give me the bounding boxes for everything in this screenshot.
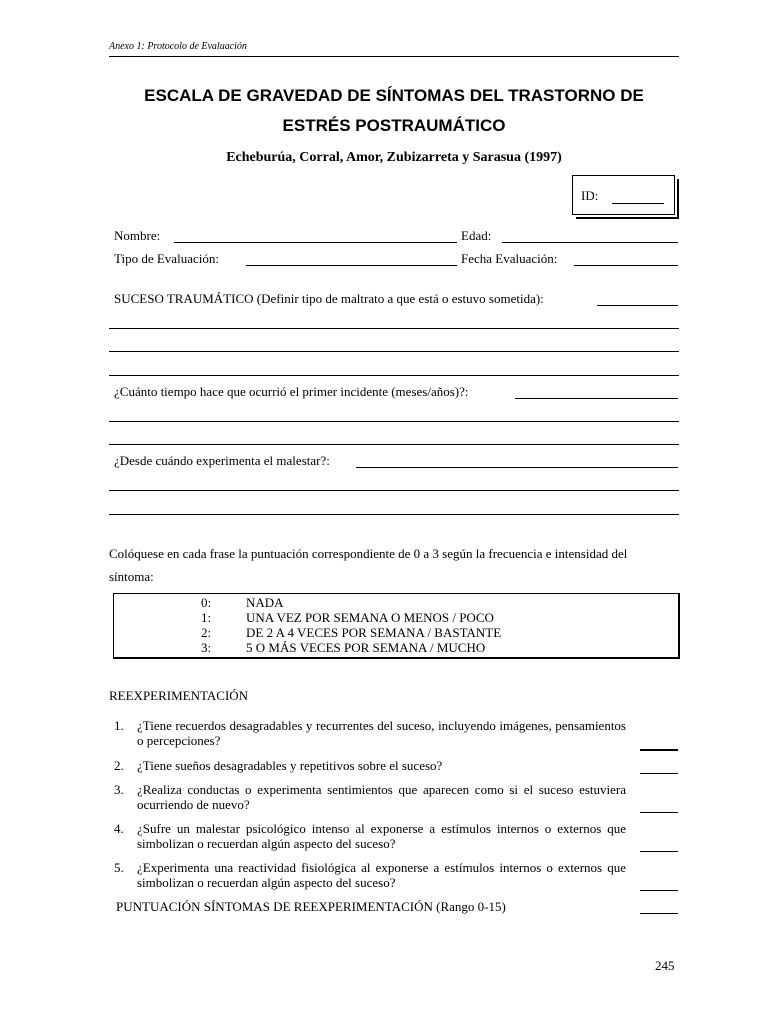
- section-title: REEXPERIMENTACIÓN: [109, 688, 249, 703]
- id-field[interactable]: [612, 203, 664, 204]
- item-3-score-field[interactable]: [640, 812, 678, 813]
- document-title-line2: ESTRÉS POSTRAUMÁTICO: [282, 116, 506, 135]
- tiempo-answer-line[interactable]: [109, 444, 679, 445]
- desde-answer-line[interactable]: [109, 514, 679, 515]
- edad-label: Edad:: [461, 228, 492, 243]
- nombre-field[interactable]: [174, 242, 457, 243]
- tipo-evaluacion-field[interactable]: [246, 265, 457, 266]
- scale-row: 2: DE 2 A 4 VECES POR SEMANA / BASTANTE: [201, 625, 502, 640]
- item-1-score-field[interactable]: [640, 749, 678, 751]
- id-label: ID:: [581, 188, 599, 203]
- id-box: [572, 175, 675, 215]
- total-score-label: PUNTUACIÓN SÍNTOMAS DE REEXPERIMENTACIÓN (Rango 0-15): [116, 899, 506, 914]
- desde-answer-line[interactable]: [109, 490, 679, 491]
- scale-row: 1: UNA VEZ POR SEMANA O MENOS / POCO: [201, 610, 494, 625]
- suceso-answer-line[interactable]: [109, 351, 679, 352]
- authors: Echeburúa, Corral, Amor, Zubizarreta y Sarasua (1997): [226, 150, 562, 165]
- tiempo-answer-line[interactable]: [109, 421, 679, 422]
- instructions-line2: síntoma:: [109, 569, 154, 584]
- item-4-score-field[interactable]: [640, 851, 678, 852]
- item-2-score-field[interactable]: [640, 773, 678, 774]
- document-title-line1: ESCALA DE GRAVEDAD DE SÍNTOMAS DEL TRASTORNO DE: [144, 86, 644, 105]
- desde-question: ¿Desde cuándo experimenta el malestar?:: [114, 453, 330, 468]
- suceso-field[interactable]: [597, 305, 678, 306]
- nombre-label: Nombre:: [114, 228, 161, 243]
- running-header: Anexo 1: Protocolo de Evaluación: [109, 41, 247, 52]
- tiempo-question: ¿Cuánto tiempo hace que ocurrió el primer incidente (meses/años)?:: [114, 384, 469, 399]
- scale-row: 0: NADA: [201, 595, 284, 610]
- desde-field[interactable]: [356, 467, 678, 468]
- fecha-evaluacion-label: Fecha Evaluación:: [461, 251, 558, 266]
- tiempo-field[interactable]: [515, 398, 678, 399]
- header-rule: [109, 56, 679, 57]
- scale-row: 3: 5 O MÁS VECES POR SEMANA / MUCHO: [201, 640, 486, 655]
- item-5-score-field[interactable]: [640, 890, 678, 891]
- rating-scale-box: [113, 593, 680, 659]
- suceso-question: SUCESO TRAUMÁTICO (Definir tipo de maltrato a que está o estuvo sometida):: [114, 291, 544, 306]
- fecha-evaluacion-field[interactable]: [574, 265, 678, 266]
- tipo-evaluacion-label: Tipo de Evaluación:: [114, 251, 219, 266]
- page-number: 245: [655, 958, 675, 973]
- instructions-line1: Colóquese en cada frase la puntuación correspondiente de 0 a 3 según la frecuencia e intensidad del: [109, 546, 628, 561]
- suceso-answer-line[interactable]: [109, 375, 679, 376]
- suceso-answer-line[interactable]: [109, 328, 679, 329]
- total-score-field[interactable]: [640, 913, 678, 914]
- edad-field[interactable]: [502, 242, 678, 243]
